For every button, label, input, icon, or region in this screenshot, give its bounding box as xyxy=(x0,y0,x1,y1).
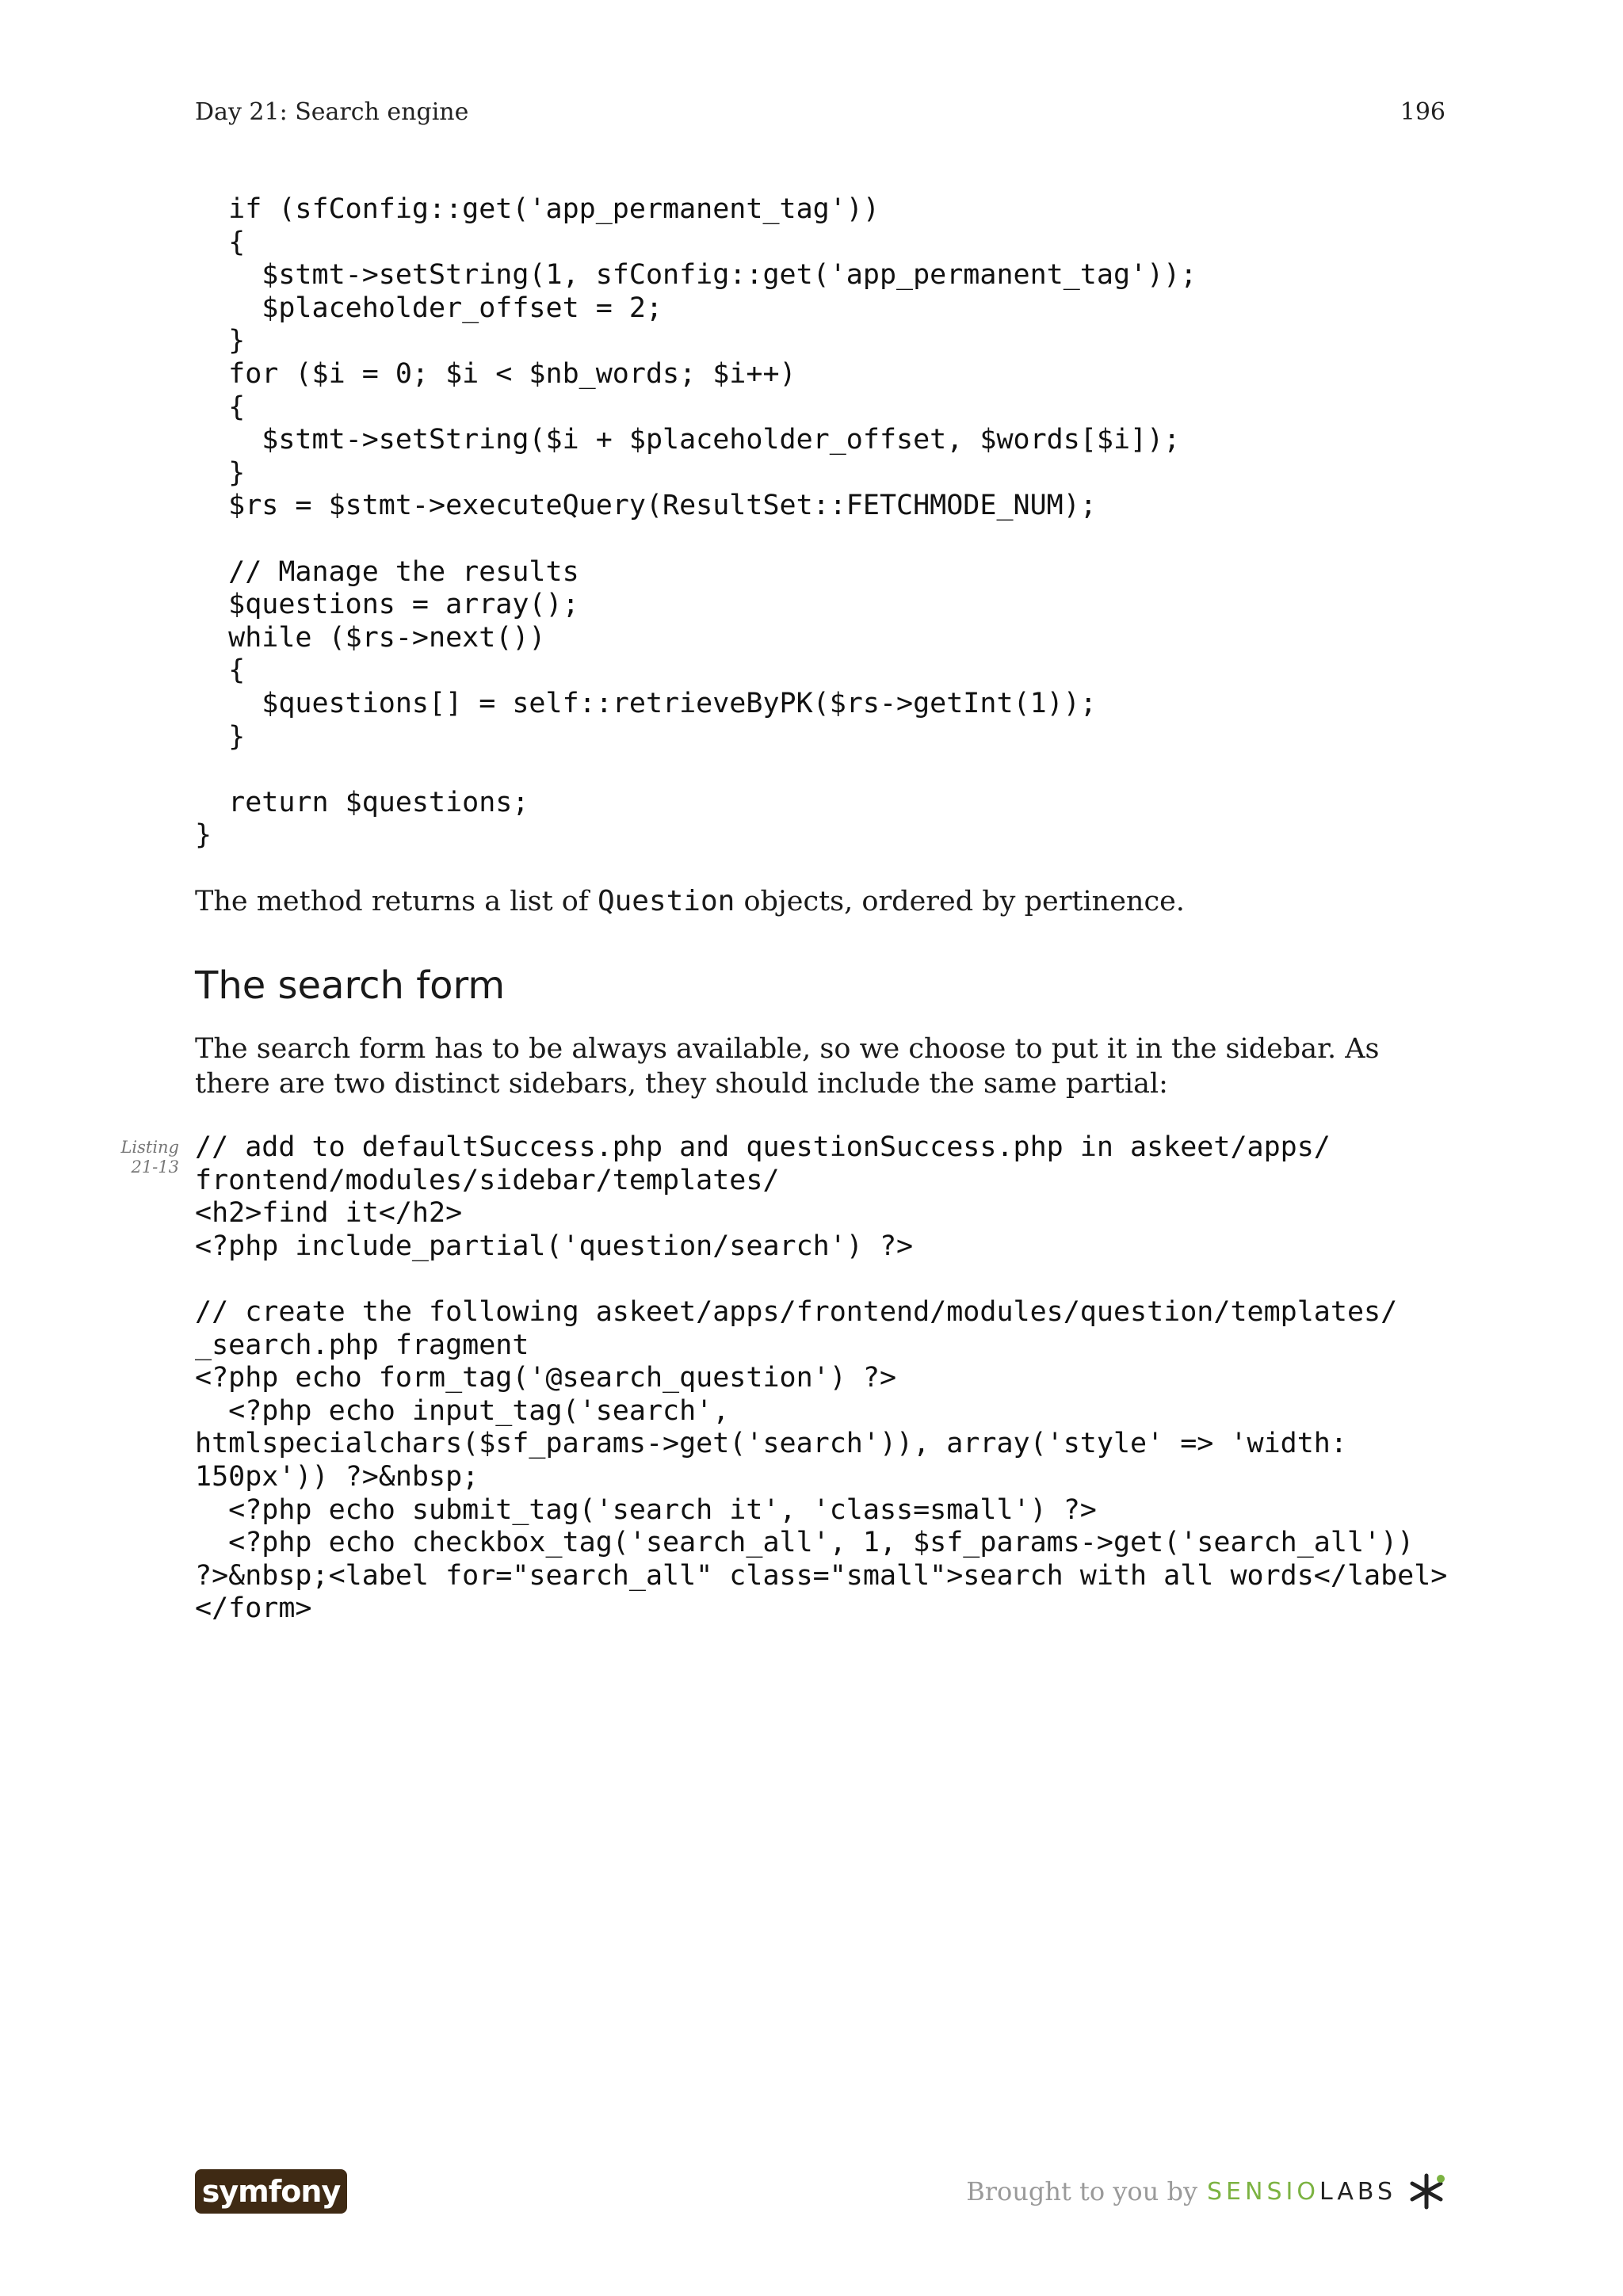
brand-part-labs: LABS xyxy=(1319,2177,1396,2206)
sensiolabs-wordmark xyxy=(1207,2178,1396,2206)
listing-label-number: 21-13 xyxy=(131,1158,179,1177)
listing-label xyxy=(111,1138,179,1177)
running-header xyxy=(195,98,1445,126)
code-block-listing: // add to defaultSuccess.php and questionSuccess.php in askeet/apps/ frontend/modules/sidebar/templates/ <h2>find it</h2> <?php include_partial('question/search') ?> // create the following askeet/apps/frontend/modules/question/templates/ _search.php fragment <?php echo form_tag('@search_question') ?> <?php echo input_tag('search', htmlspecialchars($sf_params->get('search')), array('style' => 'width: 150px')) ?>&nbsp; <?php echo submit_tag('search it', 'class=small') ?> <?php echo checkbox_tag('search_all', 1, $sf_params->get('search_all')) ?>&nbsp;<label for="search_all" class="small">search with all words</label> </form> xyxy=(195,1131,1448,1625)
code-block-query: if (sfConfig::get('app_permanent_tag')) { $stmt->setString(1, sfConfig::get('app_permanent_tag')); $placeholder_offset = 2; } for ($i = 0; $i < $nb_words; $i++) { $stmt->setString($i + $placeholder_offset, $words[$i]); } $rs = $stmt->executeQuery(ResultSet::FETCHMODE_NUM); // Manage the results $questions = array(); while ($rs->next()) { $questions[] = self::retrieveByPK($rs->getInt(1)); } return $questions; } xyxy=(195,193,1197,852)
paragraph-search-form: The search form has to be always available, so we choose to put it in the sidebar. As there are two distinct sidebars, they should include the same partial: xyxy=(195,1033,1380,1100)
paragraph-text: objects, ordered by pertinence. xyxy=(735,886,1185,917)
symfony-logo: symfony xyxy=(195,2169,347,2214)
section-heading: The search form xyxy=(195,963,506,1008)
chapter-title: Day 21: Search engine xyxy=(195,98,469,126)
listing-label-word: Listing xyxy=(120,1138,179,1157)
page-number: 196 xyxy=(1400,98,1445,126)
brand-part-sensio: SENSIO xyxy=(1207,2177,1319,2206)
sensiolabs-star-icon xyxy=(1406,2171,1447,2212)
footer-credit xyxy=(966,2171,1447,2212)
paragraph-text: The method returns a list of xyxy=(195,886,598,917)
paragraph-method-returns xyxy=(195,884,1455,919)
inline-code-question: Question xyxy=(597,885,735,917)
credit-text: Brought to you by xyxy=(966,2176,1198,2206)
